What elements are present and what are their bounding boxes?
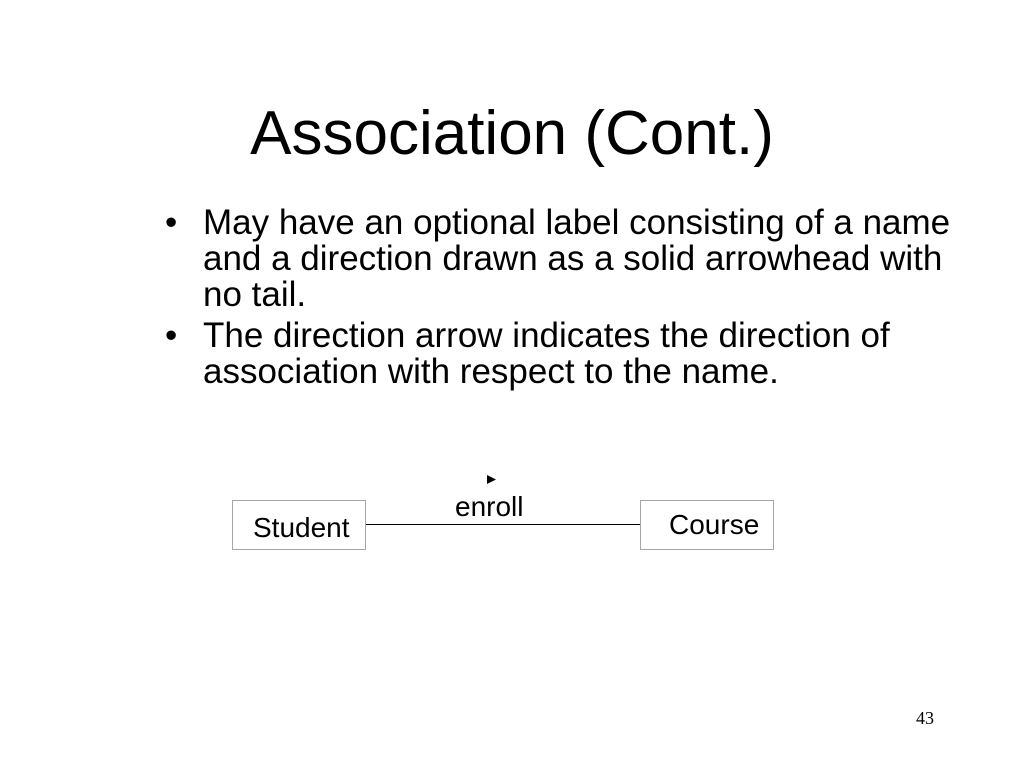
bullet-marker: • [165,316,178,355]
slide-title: Association (Cont.) [250,99,774,168]
arrowhead-shape [487,475,496,484]
arrowhead-right-icon [487,475,496,484]
bullet-text: May have an optional label consisting of a name and a direction drawn as a solid arrowhead with no tail. [203,203,951,314]
bullet-marker: • [165,203,178,242]
class-name-course: Course [669,509,760,540]
class-box-student [232,500,366,550]
bullet-text: The direction arrow indicates the direction of association with respect to the name. [203,316,890,391]
page-number: 43 [916,708,934,728]
bullet-item [165,205,985,313]
bullet-list [165,205,985,390]
association-line [366,524,640,525]
class-box-course [640,500,774,550]
class-name-student: Student [253,512,350,543]
association-label: enroll [455,491,524,522]
bullet-item [165,318,985,390]
